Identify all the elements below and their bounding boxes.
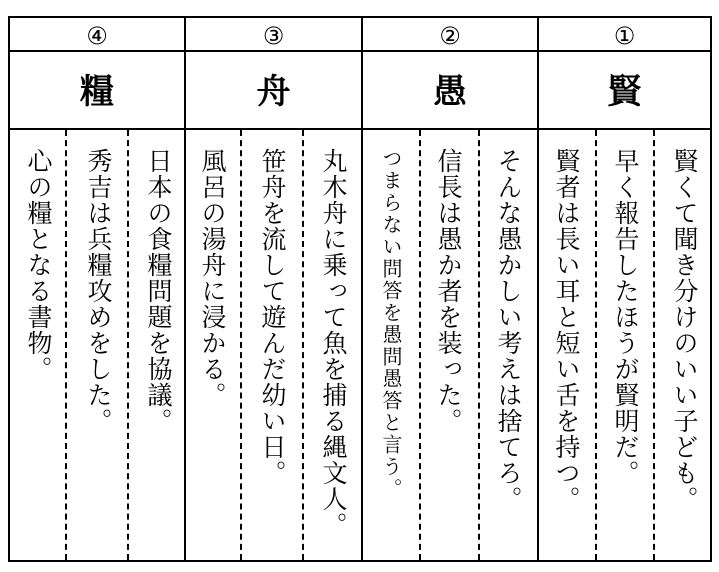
column-kanji: 愚	[433, 72, 467, 112]
sentence-divider	[127, 130, 129, 560]
example-sentence: 賢くて聞き分けのいい子ども。	[670, 148, 699, 512]
example-sentence: 風呂の湯舟に浸かる。	[198, 148, 227, 408]
example-sentence: 丸木舟に乗って魚を捕る縄文人。	[319, 148, 348, 538]
sentence-divider	[595, 130, 597, 560]
column-number: ②	[439, 22, 461, 50]
example-sentence: 信長は愚か者を装った。	[434, 148, 463, 434]
sentence-divider	[419, 130, 421, 560]
sentence-divider	[653, 130, 655, 560]
example-sentence: つまらない問答を愚問愚答と言う。	[379, 148, 403, 500]
sentence-divider	[478, 130, 480, 560]
column-number: ①	[613, 22, 636, 50]
kanji-row-divider	[10, 128, 710, 130]
example-sentence: そんな愚かしい考えは捨てろ。	[494, 148, 523, 512]
example-sentence: 日本の食糧問題を協議。	[144, 148, 173, 434]
column-kanji: 賢	[607, 72, 642, 112]
sentence-divider	[240, 130, 242, 560]
example-sentence: 心の糧となる書物。	[24, 148, 53, 382]
column-number: ③	[262, 22, 285, 50]
example-sentence: 笹舟を流して遊んだ幼い日。	[258, 148, 287, 486]
column-kanji: 舟	[256, 72, 291, 112]
kanji-worksheet	[8, 16, 712, 562]
sentence-divider	[302, 130, 304, 560]
example-sentence: 早く報告したほうが賢明だ。	[611, 148, 640, 486]
column-kanji: 糧	[80, 72, 114, 112]
sentence-divider	[65, 130, 67, 560]
example-sentence: 秀吉は兵糧攻めをした。	[84, 148, 113, 434]
example-sentence: 賢者は長い耳と短い舌を持つ。	[552, 148, 581, 512]
column-number: ④	[86, 22, 108, 50]
